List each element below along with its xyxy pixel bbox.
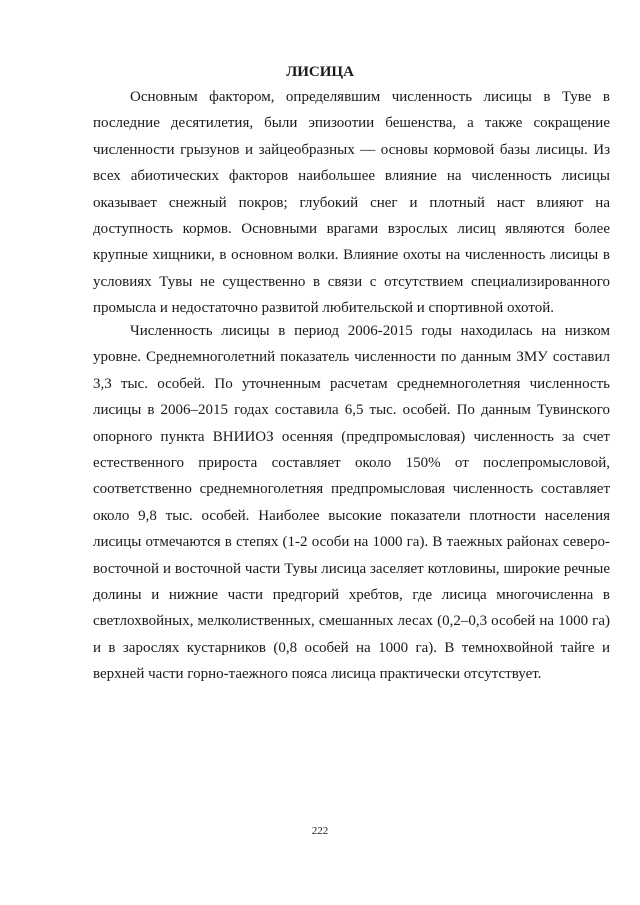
paragraph-factors: Основным фактором, определявшим численность лисицы в Туве в последние десятилетия, были эпизоотии бешенства, а также сокращение численности грызунов и зайцеобразных — основы кормовой базы лисицы. Из всех абиотических факторов наибольшее влияние на численность лисицы оказывает снежный покров; глубокий снег и плотный наст влияют на доступность кормов. Основными врагами взрослых лисиц являются более крупные хищники, в основном волки. Влияние охоты на численность лисицы в условиях Тувы не существенно в связи с отсутствием специализированного промысла и недостаточно развитой любительской и спортивной охотой. xyxy=(93,89,610,317)
section-title: ЛИСИЦА xyxy=(286,64,354,80)
paragraph-population: Численность лисицы в период 2006-2015 годы находилась на низком уровне. Среднемноголетний показатель численности по данным ЗМУ составил 3,3 тыс. особей. По уточненным расчетам среднемноголетняя численность лисицы в 2006–2015 годах составила 6,5 тыс. особей. По данным Тувинского опорного пункта ВНИИОЗ осенняя (предпромысловая) численность за счет естественного прироста составляет около 150% от послепромысловой, соответственно среднемноголетняя предпромысловая численность составляет около 9,8 тыс. особей. Наиболее высокие показатели плотности населения лисицы отмечаются в степях (1-2 особи на 1000 га). В таежных районах северо-восточной и восточной части Тувы лисица заселяет котловины, широкие речные долины и нижние части предгорий хребтов, где лисица многочисленна в светлохвойных, мелколиственных, смешанных лесах (0,2–0,3 особей на 1000 га) и в зарослях кустарников (0,8 особей на 1000 га). В темнохвойной тайге и верхней части горно-таежного пояса лисица практически отсутствует. xyxy=(93,323,610,683)
page-number: 222 xyxy=(311,825,329,837)
